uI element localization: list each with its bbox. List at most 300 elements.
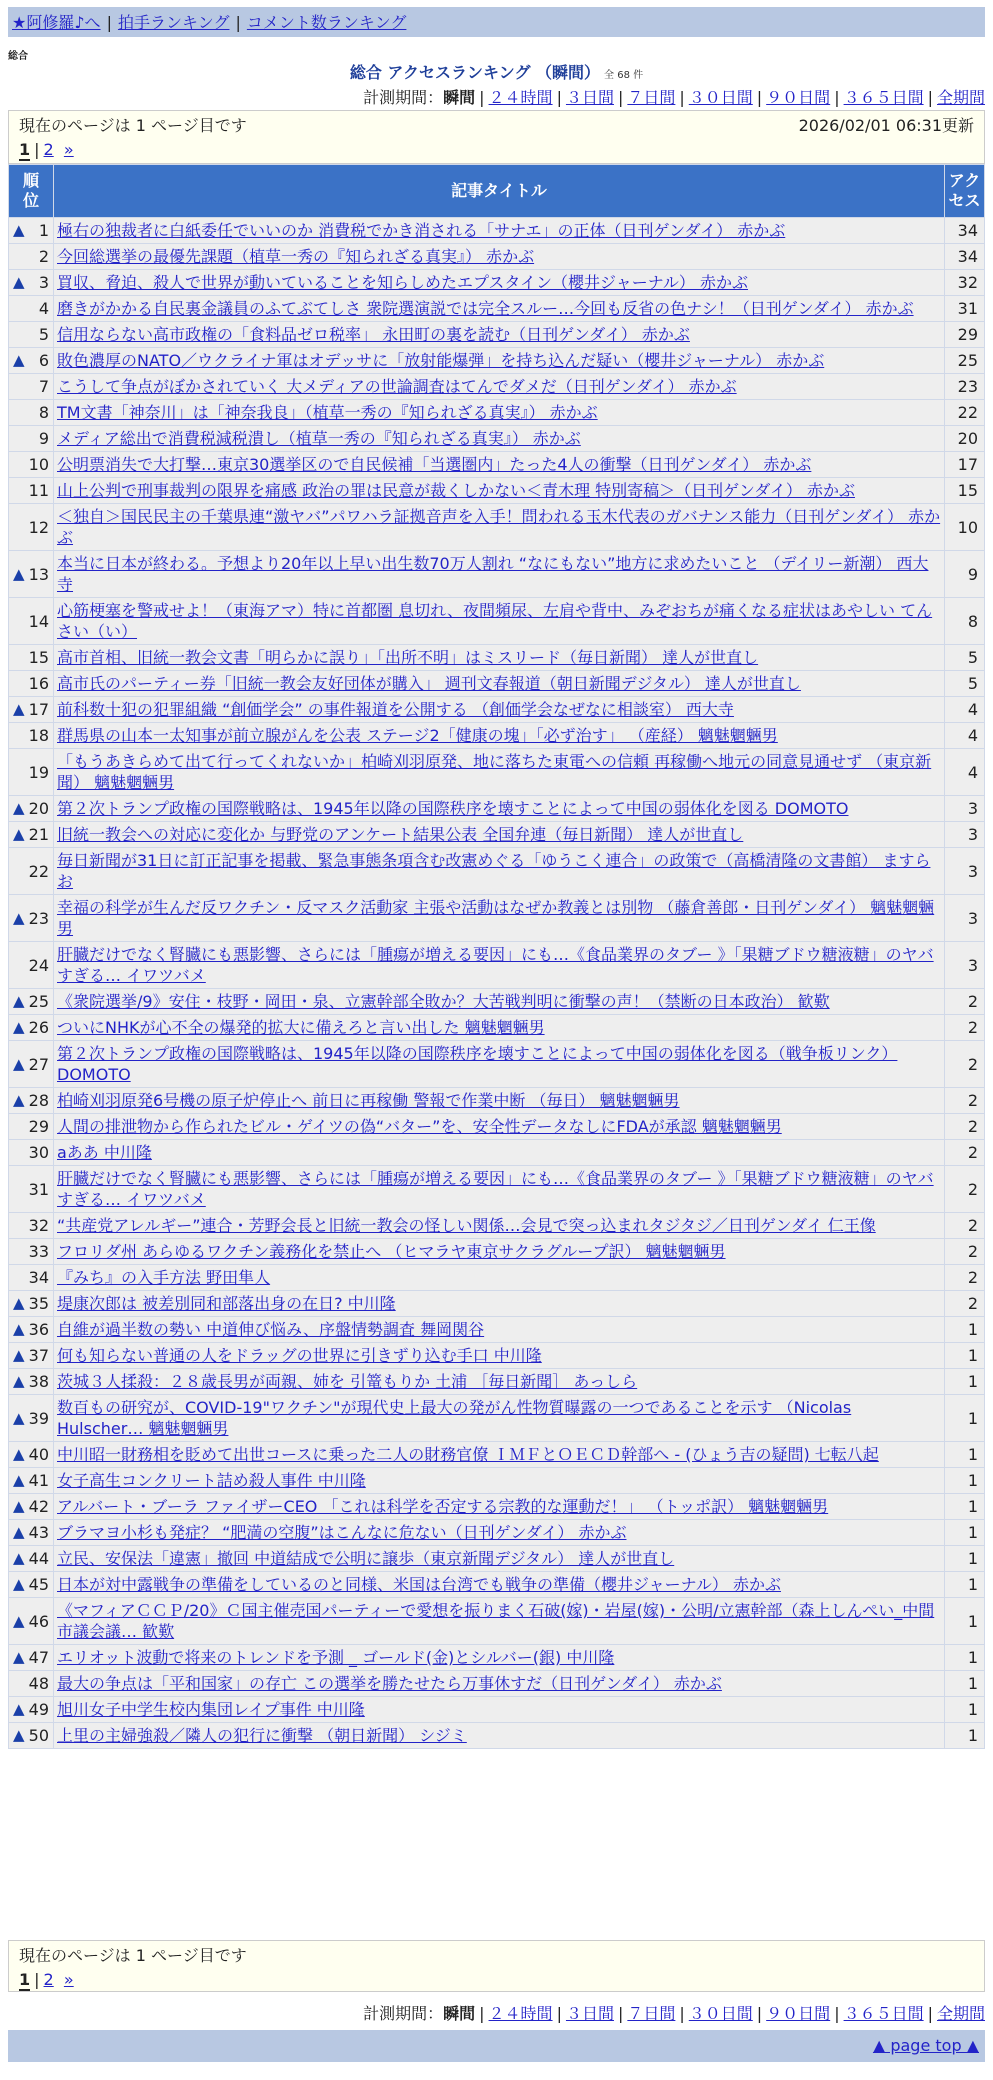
rank-number: 44 [28, 1549, 49, 1568]
rank-number: 47 [28, 1648, 49, 1667]
access-count: 9 [945, 551, 985, 598]
title-cell [54, 452, 945, 478]
rank-number: 40 [28, 1445, 49, 1464]
rank-up-arrow-icon: ▲ [13, 1408, 25, 1427]
article-title-link[interactable]: 敗色濃厚のNATO／ウクライナ軍はオデッサに「放射能爆弾」を持ち込んだ疑い（櫻井ジャーナル） 赤かぶ [57, 351, 825, 370]
title-cell [54, 1265, 945, 1291]
table-row [9, 1088, 985, 1114]
title-cell [54, 749, 945, 796]
period-link[interactable]: ２４時間 [488, 2004, 553, 2023]
access-count: 2 [945, 1140, 985, 1166]
page-top-link[interactable]: ▲ page top ▲ [872, 2036, 979, 2055]
rank-number: 13 [28, 564, 49, 584]
article-title-link[interactable]: 茨城３人揉殺：２８歳長男が両親、姉を 引篭もりか 土浦 ［毎日新聞］ あっしら [57, 1372, 638, 1391]
title-cell [54, 598, 945, 645]
table-row [9, 1494, 985, 1520]
period-separator: | [756, 2004, 763, 2023]
access-count: 1 [945, 1494, 985, 1520]
rank-cell [9, 1546, 54, 1572]
rank-number: 26 [28, 1018, 49, 1037]
access-count: 3 [945, 822, 985, 848]
rank-up-arrow-icon: ▲ [13, 1346, 25, 1364]
access-count: 1 [945, 1671, 985, 1697]
rank-cell [9, 1265, 54, 1291]
article-title-link[interactable]: 最大の争点は「平和国家」の存亡 この選挙を勝たせたら万事休すだ（日刊ゲンダイ） 赤かぶ [57, 1674, 722, 1693]
rank-up-arrow-icon: ▲ [13, 1372, 25, 1390]
article-title-link[interactable]: 自維が過半数の勢い 中道伸び悩み、序盤情勢調査 舞岡関谷 [57, 1320, 485, 1339]
site-home-link[interactable]: ★阿修羅♪へ [12, 13, 101, 32]
period-label: 計測期間： [363, 2004, 444, 2023]
rank-number: 37 [28, 1346, 49, 1365]
article-title-link[interactable]: 女子高生コンクリート詰め殺人事件 中川隆 [57, 1471, 366, 1490]
rank-cell [9, 1395, 54, 1442]
table-row [9, 822, 985, 848]
article-title-link[interactable]: 数百もの研究が、COVID-19"ワクチン"が現代史上最大の発がん性物質曝露の一つであることを示す （Nicolas Hulscher… 魑魅魍魎男 [57, 1398, 852, 1438]
period-link[interactable]: 全期間 [936, 88, 985, 107]
article-title-link[interactable]: 買収、脅迫、殺人で世界が動いていることを知らしめたエプスタイン（櫻井ジャーナル） 赤かぶ [57, 273, 749, 292]
title-cell [54, 822, 945, 848]
table-row [9, 1546, 985, 1572]
next-page-link[interactable]: » [63, 1970, 74, 1989]
rank-cell [9, 426, 54, 452]
table-row [9, 551, 985, 598]
table-row [9, 296, 985, 322]
access-count: 2 [945, 1239, 985, 1265]
rank-cell [9, 1520, 54, 1546]
rank-cell [9, 452, 54, 478]
rank-up-arrow-icon: ▲ [13, 825, 25, 843]
article-title-link[interactable]: 第２次トランプ政権の国際戦略は、1945年以降の国際秩序を壊すことによって中国の弱体化を図る（戦争板リンク） DOMOTO [57, 1044, 898, 1084]
article-title-link[interactable]: 人間の排泄物から作られたビル・ゲイツの偽“バター”を、安全性データなしにFDAが承認 魑魅魍魎男 [57, 1117, 782, 1136]
article-title-link[interactable]: 幸福の科学が生んだ反ワクチン・反マスク活動家 主張や活動はなぜか教義とは別物 （藤倉善郎・日刊ゲンダイ） 魑魅魍魎男 [57, 898, 935, 938]
access-count: 3 [945, 796, 985, 822]
rank-number: 20 [28, 799, 49, 818]
title-cell [54, 218, 945, 244]
article-title-link[interactable]: 立民、安保法「違憲」撤回 中道結成で公明に譲歩（東京新聞デジタル） 達人が世直し [57, 1549, 675, 1568]
access-count: 1 [945, 1520, 985, 1546]
access-count: 32 [945, 270, 985, 296]
table-row [9, 1015, 985, 1041]
access-count: 1 [945, 1645, 985, 1671]
rank-header-label: 順位 [22, 171, 39, 210]
table-row [9, 1041, 985, 1088]
top-nav-bar [8, 7, 985, 37]
article-title-link[interactable]: 何も知らない普通の人をドラッグの世界に引きずり込む手口 中川隆 [57, 1346, 542, 1365]
access-count: 2 [945, 1114, 985, 1140]
rank-cell [9, 671, 54, 697]
title-cell [54, 1041, 945, 1088]
access-count: 2 [945, 1088, 985, 1114]
article-title-link[interactable]: 《マフィアＣＣＰ/20》Ｃ国主催売国パーティーで愛想を振りまく石破(嫁)・岩屋(嫁)・公明/立憲幹部（森上しんぺい_中間市議会議… 歓歎 [57, 1601, 935, 1641]
page-title [0, 60, 993, 83]
rank-number: 33 [28, 1242, 49, 1261]
table-row [9, 1213, 985, 1239]
article-title-link[interactable]: アルバート・ブーラ ファイザーCEO 「これは科学を否定する宗教的な運動だ！」 （トッポ訳） 魑魅魍魎男 [57, 1497, 829, 1516]
rank-cell [9, 1572, 54, 1598]
title-cell [54, 697, 945, 723]
rank-number: 5 [38, 325, 49, 344]
rank-up-arrow-icon: ▲ [13, 1497, 25, 1515]
rank-number: 27 [28, 1054, 49, 1074]
period-link[interactable]: ３６５日間 [843, 88, 924, 107]
title-cell [54, 296, 945, 322]
table-row [9, 1671, 985, 1697]
article-title-link[interactable]: 「もうあきらめて出て行ってくれないか」柏崎刈羽原発、地に落ちた東電への信頼 再稼働へ地元の同意見通せず （東京新聞） 魑魅魍魎男 [57, 752, 932, 792]
rank-cell [9, 1213, 54, 1239]
title-cell [54, 1494, 945, 1520]
article-title-link[interactable]: 日本が対中露戦争の準備をしているのと同様、米国は台湾でも戦争の準備（櫻井ジャーナル） 赤かぶ [57, 1575, 781, 1594]
access-count: 2 [945, 1291, 985, 1317]
table-row [9, 504, 985, 551]
access-count: 2 [945, 1166, 985, 1213]
period-link[interactable]: 全期間 [936, 2004, 985, 2023]
article-title-link[interactable]: 心筋梗塞を警戒せよ！（東海アマ）特に首都圏 息切れ、夜間頻尿、左肩や背中、みぞおちが痛くなる症状はあやしい てんさい（い） [57, 601, 933, 641]
rank-cell [9, 1088, 54, 1114]
title-cell [54, 551, 945, 598]
article-title-link[interactable]: フロリダ州 あらゆるワクチン義務化を禁止へ （ヒマラヤ東京サクラグループ訳） 魑魅魍魎男 [57, 1242, 726, 1261]
rank-number: 50 [28, 1726, 49, 1745]
article-title-link[interactable]: ブラマヨ小杉も発症？ “肥満の空腹”はこんなに危ない（日刊ゲンダイ） 赤かぶ [57, 1523, 627, 1542]
period-separator: | [617, 88, 624, 107]
title-cell [54, 796, 945, 822]
rank-number: 30 [28, 1143, 49, 1162]
title-cell [54, 1546, 945, 1572]
article-title-link[interactable]: 本当に日本が終わる。予想より20年以上早い出生数70万人割れ “なにもない”地方に求めたいこと （デイリー新潮） 西大寺 [57, 554, 929, 594]
article-title-link[interactable]: 肝臓だけでなく腎臓にも悪影響、さらには「腫瘍が増える要因」にも…《食品業界のタブー 》「果糖ブドウ糖液糖」のヤバすぎる… イワツバメ [57, 945, 934, 985]
article-title-link[interactable]: ついにNHKが心不全の爆発的拡大に備えろと言い出した 魑魅魍魎男 [57, 1018, 545, 1037]
table-row [9, 989, 985, 1015]
article-title-link[interactable]: 《衆院選挙/9》安住・枝野・岡田・泉、立憲幹部全敗か？大苦戦判明に衝撃の声！（禁断の日本政治） 歓歎 [57, 992, 830, 1011]
table-row [9, 400, 985, 426]
article-title-link[interactable]: “共産党アレルギー”連合・芳野会長と旧統一教会の怪しい関係…会見で突っ込まれタジタジ／日刊ゲンダイ 仁王像 [57, 1216, 876, 1235]
page-2-link[interactable]: 2 [43, 140, 54, 159]
article-title-link[interactable]: 信用ならない高市政権の「食料品ゼロ税率」 永田町の裏を読む（日刊ゲンダイ） 赤かぶ [57, 325, 690, 344]
rank-cell [9, 1015, 54, 1041]
access-header-label: アクセス [948, 171, 981, 210]
article-title-link[interactable]: 前科数十犯の犯罪組織 “創価学会” の事件報道を公開する （創価学会なぜなに相談室） 西大寺 [57, 700, 734, 719]
table-row [9, 1645, 985, 1671]
rank-number: 48 [28, 1674, 49, 1693]
applause-ranking-link[interactable]: 拍手ランキング [117, 13, 230, 32]
rank-number: 49 [28, 1700, 49, 1719]
rank-number: 12 [28, 517, 49, 537]
article-title-link[interactable]: aああ 中川隆 [57, 1143, 152, 1162]
table-row [9, 1468, 985, 1494]
rank-up-arrow-icon: ▲ [13, 1611, 25, 1630]
rank-number: 2 [38, 247, 49, 266]
period-current: 瞬間 [443, 2004, 476, 2023]
access-count: 8 [945, 598, 985, 645]
access-count: 1 [945, 1369, 985, 1395]
period-link[interactable]: ７日間 [627, 2004, 676, 2023]
article-title-link[interactable]: ＜独自＞国民民主の千葉県連“激ヤバ”パワハラ証拠音声を入手！問われる玉木代表のガバナンス能力（日刊ゲンダイ） 赤かぶ [57, 507, 941, 547]
rank-number: 9 [38, 429, 49, 448]
rank-up-arrow-icon: ▲ [13, 273, 25, 291]
title-cell [54, 322, 945, 348]
period-separator: | [927, 88, 933, 107]
title-cell [54, 1088, 945, 1114]
rank-number: 38 [28, 1372, 49, 1391]
title-cell [54, 504, 945, 551]
table-row [9, 1291, 985, 1317]
access-column-header [945, 165, 985, 218]
access-count: 1 [945, 1442, 985, 1468]
rank-cell [9, 1291, 54, 1317]
title-cell [54, 1572, 945, 1598]
rank-cell [9, 551, 54, 598]
rank-cell [9, 1697, 54, 1723]
table-row [9, 478, 985, 504]
access-count: 3 [945, 895, 985, 942]
access-count: 4 [945, 749, 985, 796]
breadcrumb: 総合 [8, 51, 28, 62]
rank-cell [9, 645, 54, 671]
article-title-link[interactable]: 上里の主婦強殺／隣人の犯行に衝撃 （朝日新聞） シジミ [57, 1726, 467, 1745]
rank-cell [9, 1598, 54, 1645]
period-link[interactable]: ３０日間 [688, 2004, 753, 2023]
nav-separator: | [235, 13, 241, 32]
rank-cell [9, 796, 54, 822]
access-count: 34 [945, 244, 985, 270]
table-row [9, 942, 985, 989]
rank-number: 15 [28, 648, 49, 667]
period-link[interactable]: ７日間 [627, 88, 676, 107]
article-title-link[interactable]: 磨きがかかる自民裏金議員のふてぶてしさ 衆院選演説では完全スルー…今回も反省の色ナシ！（日刊ゲンダイ） 赤かぶ [57, 299, 914, 318]
title-cell [54, 400, 945, 426]
title-cell [54, 1598, 945, 1645]
item-count: 全 68 件 [604, 70, 644, 81]
title-cell [54, 1166, 945, 1213]
period-link[interactable]: ３０日間 [688, 88, 753, 107]
rank-number: 18 [28, 726, 49, 745]
rank-cell [9, 1442, 54, 1468]
next-page-link[interactable]: » [63, 140, 74, 159]
table-row [9, 452, 985, 478]
rank-cell [9, 244, 54, 270]
rank-up-arrow-icon: ▲ [13, 564, 25, 583]
rank-up-arrow-icon: ▲ [13, 700, 25, 718]
article-title-link[interactable]: こうして争点がぼかされていく 大メディアの世論調査はてんでダメだ（日刊ゲンダイ） 赤かぶ [57, 377, 737, 396]
article-title-link[interactable]: メディア総出で消費税減税潰し（植草一秀の『知られざる真実』） 赤かぶ [57, 429, 581, 448]
period-label: 計測期間： [363, 88, 444, 107]
title-cell [54, 1395, 945, 1442]
rank-number: 16 [28, 674, 49, 693]
rank-number: 28 [28, 1091, 49, 1110]
article-title-link[interactable]: 高市首相、旧統一教会文書「明らかに誤り」「出所不明」はミスリード（毎日新聞） 達人が世直し [57, 648, 759, 667]
rank-cell [9, 697, 54, 723]
article-title-link[interactable]: 『みち』の入手方法 野田隼人 [57, 1268, 271, 1287]
table-row [9, 1395, 985, 1442]
article-title-link[interactable]: 今回総選挙の最優先課題（植草一秀の『知られざる真実』） 赤かぶ [57, 247, 535, 266]
rank-cell [9, 822, 54, 848]
rank-number: 46 [28, 1611, 49, 1631]
rank-number: 45 [28, 1575, 49, 1594]
rank-up-arrow-icon: ▲ [13, 1549, 25, 1567]
title-cell [54, 1140, 945, 1166]
rank-cell [9, 478, 54, 504]
rank-number: 29 [28, 1117, 49, 1136]
article-title-link[interactable]: 柏崎刈羽原発6号機の原子炉停止へ 前日に再稼働 警報で作業中断 （毎日） 魑魅魍魎男 [57, 1091, 680, 1110]
table-row [9, 697, 985, 723]
rank-number: 32 [28, 1216, 49, 1235]
rank-up-arrow-icon: ▲ [13, 1294, 25, 1312]
table-row [9, 723, 985, 749]
period-link[interactable]: ３日間 [565, 88, 614, 107]
table-row [9, 218, 985, 244]
rank-up-arrow-icon: ▲ [13, 1054, 25, 1073]
rank-cell [9, 1239, 54, 1265]
pager-bottom [8, 1940, 985, 1992]
article-title-link[interactable]: TM文書「神奈川」は「神奈我良」（植草一秀の『知られざる真実』） 赤かぶ [57, 403, 598, 422]
rank-number: 23 [28, 908, 49, 928]
rank-cell [9, 1041, 54, 1088]
rank-number: 11 [28, 481, 49, 500]
period-separator: | [679, 2004, 685, 2023]
article-title-link[interactable]: 群馬県の山本一太知事が前立腺がんを公表 ステージ2「健康の塊」「必ず治す」 （産経） 魑魅魍魎男 [57, 726, 778, 745]
rank-cell [9, 322, 54, 348]
table-row [9, 270, 985, 296]
title-cell [54, 895, 945, 942]
rank-cell [9, 895, 54, 942]
rank-number: 41 [28, 1471, 49, 1490]
article-title-link[interactable]: 公明票消失で大打撃…東京30選挙区ので自民候補「当選圏内」たった4人の衝撃（日刊ゲンダイ） 赤かぶ [57, 455, 812, 474]
table-row [9, 1317, 985, 1343]
title-cell [54, 1520, 945, 1546]
rank-number: 3 [38, 273, 49, 292]
title-cell [54, 1239, 945, 1265]
table-row [9, 1442, 985, 1468]
table-row [9, 848, 985, 895]
rank-number: 31 [28, 1179, 49, 1199]
access-count: 1 [945, 1572, 985, 1598]
rank-cell [9, 1317, 54, 1343]
article-title-link[interactable]: 山上公判で刑事裁判の限界を痛感 政治の罪は民意が裁くしかない＜青木理 特別寄稿＞（日刊ゲンダイ） 赤かぶ [57, 481, 855, 500]
access-count: 2 [945, 1213, 985, 1239]
pager-status: 現在のページは 1 ページ目です [19, 1946, 247, 1965]
table-row [9, 1572, 985, 1598]
title-cell [54, 1697, 945, 1723]
rank-cell [9, 1369, 54, 1395]
rank-cell [9, 1723, 54, 1749]
title-cell [54, 645, 945, 671]
period-link[interactable]: ３６５日間 [843, 2004, 924, 2023]
rank-cell [9, 1645, 54, 1671]
page-2-link[interactable]: 2 [43, 1970, 54, 1989]
table-row [9, 671, 985, 697]
access-count: 3 [945, 942, 985, 989]
period-link[interactable]: ２４時間 [488, 88, 553, 107]
rank-cell [9, 1671, 54, 1697]
access-count: 34 [945, 218, 985, 244]
rank-cell [9, 348, 54, 374]
access-count: 1 [945, 1723, 985, 1749]
title-cell [54, 270, 945, 296]
access-count: 1 [945, 1395, 985, 1442]
title-cell [54, 942, 945, 989]
rank-number: 14 [28, 611, 49, 631]
table-row [9, 1140, 985, 1166]
rank-cell [9, 1114, 54, 1140]
title-cell [54, 671, 945, 697]
rank-up-arrow-icon: ▲ [13, 1018, 25, 1036]
rank-number: 7 [38, 377, 49, 396]
access-count: 23 [945, 374, 985, 400]
rank-up-arrow-icon: ▲ [13, 1320, 25, 1338]
footer-bar [8, 2030, 985, 2062]
article-title-link[interactable]: 毎日新聞が31日に訂正記事を掲載、緊急事態条項含む改憲めぐる「ゆうこく連合」の政策で（高橋清隆の文書館） ますらお [57, 851, 931, 891]
period-link[interactable]: ９０日間 [766, 2004, 831, 2023]
rank-cell [9, 942, 54, 989]
period-separator: | [556, 2004, 562, 2023]
period-separator: | [927, 2004, 933, 2023]
article-title-link[interactable]: 旭川女子中学生校内集団レイプ事件 中川隆 [57, 1700, 365, 1719]
title-column-header: 記事タイトル [54, 165, 945, 218]
access-count: 2 [945, 1015, 985, 1041]
period-separator: | [834, 2004, 840, 2023]
access-count: 10 [945, 504, 985, 551]
rank-number: 17 [28, 700, 49, 719]
rank-up-arrow-icon: ▲ [13, 1648, 25, 1666]
title-cell [54, 1213, 945, 1239]
access-count: 22 [945, 400, 985, 426]
title-cell [54, 1343, 945, 1369]
rank-cell [9, 989, 54, 1015]
comment-ranking-link[interactable]: コメント数ランキング [246, 13, 407, 32]
rank-number: 19 [28, 762, 49, 782]
rank-number: 22 [28, 861, 49, 881]
pager-status: 現在のページは 1 ページ目です [19, 116, 247, 135]
article-title-link[interactable]: エリオット波動で将来のトレンドを予測 _ ゴールド(金)とシルバー(銀) 中川隆 [57, 1648, 615, 1667]
article-title-link[interactable]: 肝臓だけでなく腎臓にも悪影響、さらには「腫瘍が増える要因」にも…《食品業界のタブー 》「果糖ブドウ糖液糖」のヤバすぎる… イワツバメ [57, 1169, 934, 1209]
page-title-text: 総合 アクセスランキング （瞬間） [349, 63, 601, 82]
article-title-link[interactable]: 第２次トランプ政権の国際戦略は、1945年以降の国際秩序を壊すことによって中国の弱体化を図る DOMOTO [57, 799, 849, 818]
period-link[interactable]: ９０日間 [766, 88, 831, 107]
pager-separator: | [34, 140, 40, 159]
access-count: 1 [945, 1598, 985, 1645]
rank-cell [9, 598, 54, 645]
title-cell [54, 723, 945, 749]
article-title-link[interactable]: 旧統一教会への対応に変化か 与野党のアンケート結果公表 全国弁連（毎日新聞） 達人が世直し [57, 825, 744, 844]
rank-number: 42 [28, 1497, 49, 1516]
access-count: 2 [945, 1041, 985, 1088]
period-link[interactable]: ３日間 [565, 2004, 614, 2023]
article-title-link[interactable]: 中川昭一財務相を貶めて出世コースに乗った二人の財務官僚 ＩＭＦとＯＥＣＤ幹部へ - (ひょう吉の疑問) 七転八起 [57, 1445, 879, 1464]
title-cell [54, 1291, 945, 1317]
access-count: 5 [945, 645, 985, 671]
title-cell [54, 478, 945, 504]
table-row [9, 348, 985, 374]
rank-cell [9, 374, 54, 400]
access-count: 1 [945, 1468, 985, 1494]
access-count: 1 [945, 1317, 985, 1343]
article-title-link[interactable]: 極右の独裁者に白紙委任でいいのか 消費税でかき消される「サナエ」の正体（日刊ゲンダイ） 赤かぶ [57, 221, 786, 240]
table-row [9, 244, 985, 270]
rank-number: 1 [38, 221, 49, 240]
ranking-table [8, 164, 985, 1749]
article-title-link[interactable]: 高市氏のパーティー券「旧統一教会友好団体が購入」 週刊文春報道（朝日新聞デジタル） 達人が世直し [57, 674, 801, 693]
rank-up-arrow-icon: ▲ [13, 799, 25, 817]
access-count: 4 [945, 697, 985, 723]
article-title-link[interactable]: 堤康次郎は 被差別同和部落出身の在日? 中川隆 [57, 1294, 396, 1313]
table-row [9, 1697, 985, 1723]
table-row [9, 1166, 985, 1213]
access-count: 25 [945, 348, 985, 374]
rank-cell [9, 1468, 54, 1494]
rank-up-arrow-icon: ▲ [13, 351, 25, 369]
access-count: 5 [945, 671, 985, 697]
rank-column-header [9, 165, 54, 218]
access-count: 15 [945, 478, 985, 504]
